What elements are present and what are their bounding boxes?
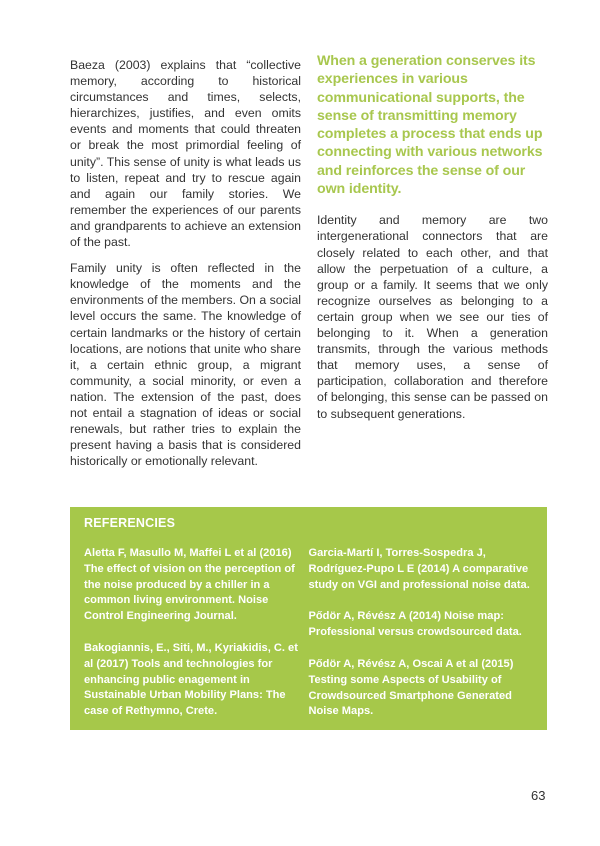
references-columns (84, 546, 533, 736)
right-text-column (317, 52, 548, 432)
reference-item: Pődör A, Révész A (2014) Noise map: Professional versus crowdsourced data. (308, 610, 522, 639)
reference-item: Garcia-Martí I, Torres-Sospedra J, Rodríguez-Pupo L E (2014) A comparative study on VGI and professional noise data. (308, 547, 530, 591)
reference-item: Pődör A, Révész A, Oscai A et al (2015) Testing some Aspects of Usability of Crowdsourced Smartphone Generated Noise Maps. (308, 657, 514, 718)
references-title: REFERENCIES (84, 516, 176, 530)
pull-quote: When a generation conserves its experiences in various communicational supports, the sense of transmitting memory completes a process that ends up connecting with various networks and reinforces the sense of our own identity. (317, 53, 543, 198)
references-right-column (309, 546, 534, 736)
references-box (70, 507, 547, 730)
reference-item: Bakogiannis, E., Siti, M., Kyriakidis, C. et al (2017) Tools and technologies for enhancing public enagement in Sustainable Urban Mobility Plans: The case of Rethymno, Crete. (84, 641, 298, 718)
reference-item: Aletta F, Masullo M, Maffei L et al (2016) The effect of vision on the perception of the noise produced by a chiller in a common living environment. Noise Control Engineering Journal. (84, 547, 295, 623)
paragraph: Baeza (2003) explains that “collective memory, according to historical circumstances and times, selects, hierarchizes, justifies, and even omits events and moments that could threaten or break the most primordial feeling of unity”. This sense of unity is what leads us to listen, repeat and try to rescue again and again our family stories. We remember the experiences of our parents and grandparents to achieve an extension of the past. (70, 58, 301, 250)
paragraph: Family unity is often reflected in the knowledge of the moments and the environments of the members. On a social level occurs the same. The knowledge of certain landmarks or the history of certain locations, are notions that unite who share it, a certain ethnic group, a migrant community, a social minority, or even a nation. The extension of the past, does not entail a stagnation of ideas or social renewals, but rather tries to explain the present having a basis that is considered historically or emotionally relevant. (70, 261, 302, 469)
paragraph: Identity and memory are two intergenerational connectors that are closely related to each other, and that allow the perpetuation of a culture, a group or a family. It seems that we only recognize ourselves as belonging to a certain group when we see our ties of belonging to it. When a generation transmits, through the various methods that memory uses, a sense of participation, collaboration and therefore of belonging, this sense can be passed on to subsequent generations. (317, 213, 548, 421)
page-number: 63 (531, 788, 546, 803)
references-left-column (84, 546, 309, 736)
left-text-column (70, 57, 301, 479)
